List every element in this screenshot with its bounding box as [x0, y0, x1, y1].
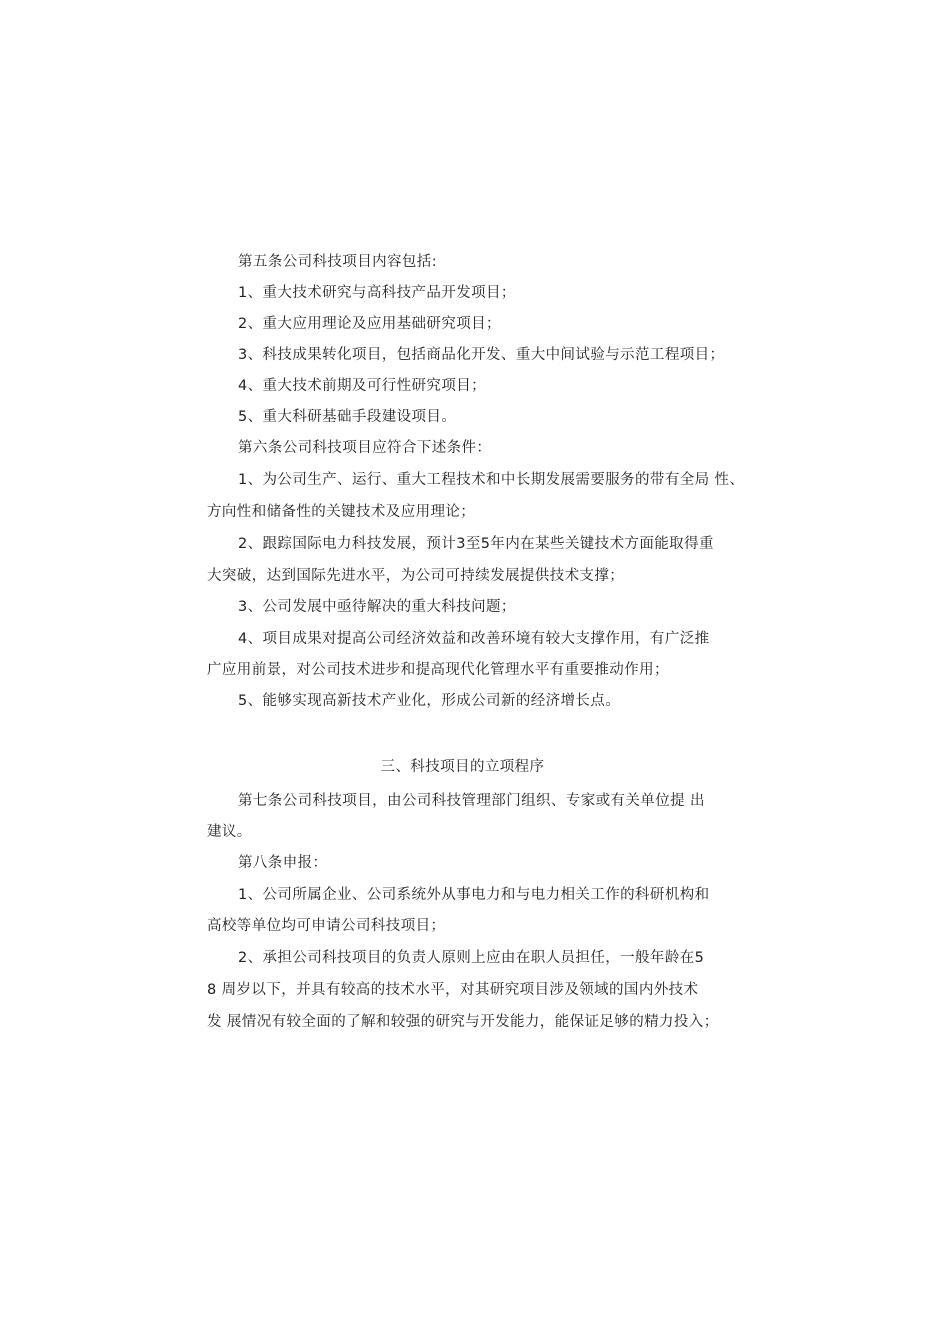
article-6-item-1-line-1: 1、为公司生产、运行、重大工程技术和中长期发展需要服务的带有全局 性、	[238, 472, 745, 488]
article-7-line-1: 第七条公司科技项目，由公司科技管理部门组织、专家或有关单位提 出	[238, 793, 705, 809]
article-8-item-1-line-2: 高校等单位均可申请公司科技项目；	[207, 918, 446, 934]
article-8-item-2-line-2: 8 周岁以下，并具有较高的技术水平，对其研究项目涉及领域的国内外技术	[207, 982, 699, 998]
article-5-item-3: 3、科技成果转化项目，包括商品化开发、重大中间试验与示范工程项目；	[238, 347, 725, 363]
article-6-item-2-line-2: 大突破，达到国际先进水平，为公司可持续发展提供技术支撑；	[207, 568, 625, 584]
article-8-item-2-line-3: 发 展情况有较全面的了解和较强的研究与开发能力，能保证足够的精力投入；	[207, 1014, 719, 1030]
article-5-item-2: 2、重大应用理论及应用基础研究项目；	[238, 316, 501, 332]
article-6-item-4-line-2: 广应用前景，对公司技术进步和提高现代化管理水平有重要推动作用；	[207, 662, 669, 678]
article-6-item-5: 5、能够实现高新技术产业化，形成公司新的经济增长点。	[238, 693, 621, 709]
article-6-item-2-line-1: 2、跟踪国际电力科技发展，预计3至5年内在某些关键技术方面能取得重	[238, 536, 714, 552]
article-5-item-4: 4、重大技术前期及可行性研究项目；	[238, 378, 487, 394]
article-8-item-2-line-1: 2、承担公司科技项目的负责人原则上应由在职人员担任，一般年龄在5	[238, 950, 705, 966]
article-8-item-1-line-1: 1、公司所属企业、公司系统外从事电力和与电力相关工作的科研机构和	[238, 887, 710, 903]
article-5-item-5: 5、重大科研基础手段建设项目。	[238, 409, 457, 425]
section-3-title: 三、科技项目的立项程序	[380, 759, 545, 775]
article-5-item-1: 1、重大技术研究与高科技产品开发项目；	[238, 285, 516, 301]
article-7-line-2: 建议。	[207, 824, 252, 840]
article-8-heading: 第八条申报：	[238, 855, 328, 871]
article-6-item-1-line-2: 方向性和储备性的关键技术及应用理论；	[207, 504, 476, 520]
article-6-heading: 第六条公司科技项目应符合下述条件：	[238, 440, 492, 456]
article-6-item-3: 3、公司发展中亟待解决的重大科技问题；	[238, 599, 516, 615]
article-6-item-4-line-1: 4、项目成果对提高公司经济效益和改善环境有较大支撑作用，有广泛推	[238, 631, 710, 647]
article-5-heading: 第五条公司科技项目内容包括:	[238, 254, 437, 270]
